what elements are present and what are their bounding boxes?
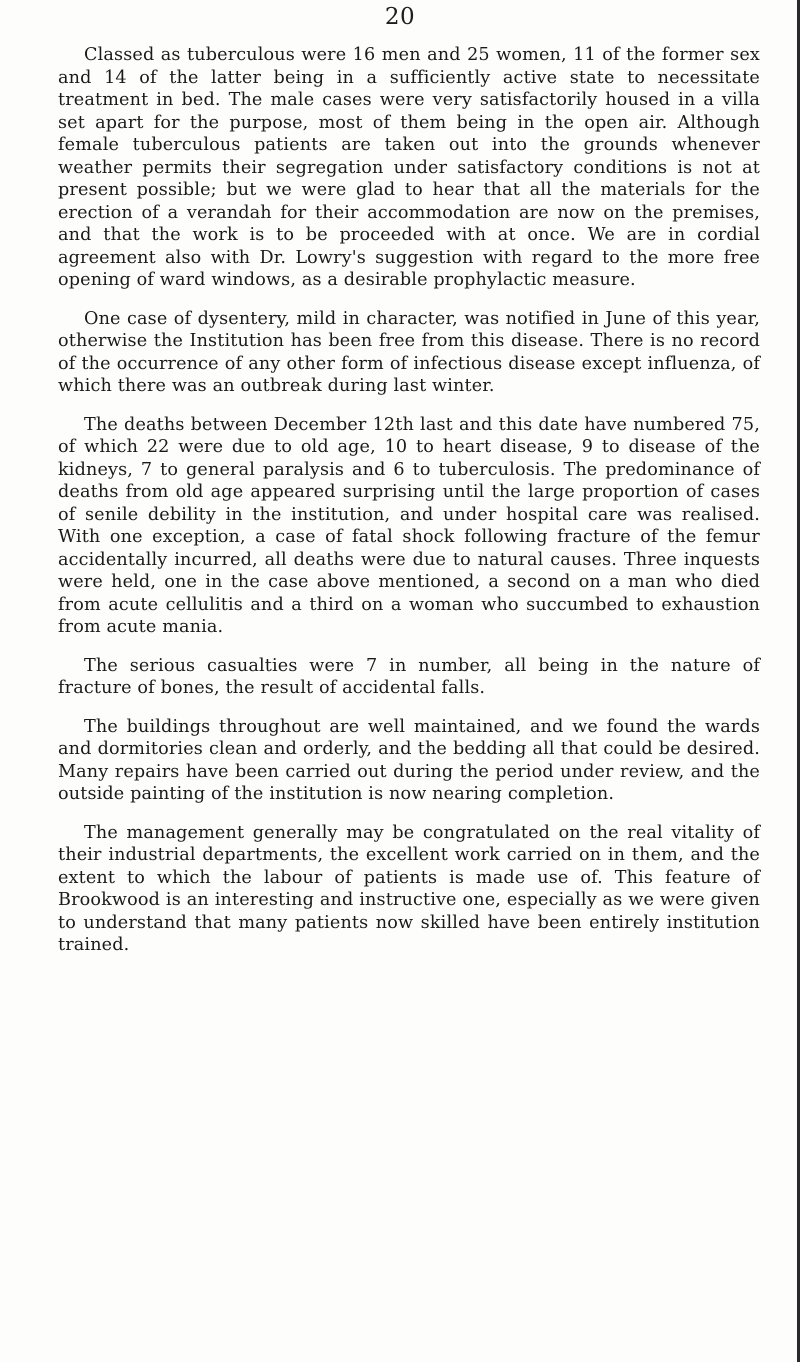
page-number: 20: [384, 4, 416, 30]
paragraph-management: The management generally may be congratulated on the real vitality of their industrial departments, the excellent work carried on in them, and the extent to which the labour of patients is made use of. This feature of Brookwood is an interesting and instructive one, especially as we were given to understand that many patients now skilled have been entirely institution trained.: [58, 822, 760, 955]
paragraph-casualties: The serious casualties were 7 in number, all being in the nature of fracture of bones, the result of accidental falls.: [58, 655, 760, 698]
paragraph-dysentery: One case of dysentery, mild in character, was notified in June of this year, otherwise the Institution has been free from this disease. There is no record of the occurrence of any other form of infectious disease except influenza, of which there was an outbreak during last winter.: [58, 308, 760, 396]
paragraph-tuberculous-cases: Classed as tuberculous were 16 men and 25 women, 11 of the former sex and 14 of the latter being in a sufficiently active state to necessitate treatment in bed. The male cases were very satisfactorily housed in a villa set apart for the purpose, most of them being in the open air. Although female tuberculous patients are taken out into the grounds whenever weather permits their segregation under satisfactory conditions is not at present possible; but we were glad to hear that all the materials for the erection of a verandah for their accommodation are now on the premises, and that the work is to be proceeded with at once. We are in cordial agreement also with Dr. Lowry's suggestion with regard to the more free opening of ward windows, as a desirable prophylactic measure.: [58, 45, 760, 290]
paragraph-buildings: The buildings throughout are well maintained, and we found the wards and dormitories clean and orderly, and the bedding all that could be desired. Many repairs have been carried out during the period under review, and the outside painting of the institution is now nearing completion.: [58, 716, 760, 804]
body-text: [58, 44, 760, 973]
paragraph-deaths: The deaths between December 12th last and this date have numbered 75, of which 22 were due to old age, 10 to heart disease, 9 to disease of the kidneys, 7 to general paralysis and 6 to tuberculosis. The predominance of deaths from old age appeared surprising until the large proportion of cases of senile debility in the institution, and under hospital care was realised. With one exception, a case of fatal shock following fracture of the femur accidentally incurred, all deaths were due to natural causes. Three inquests were held, one in the case above mentioned, a second on a man who died from acute cellulitis and a third on a woman who succumbed to exhaustion from acute mania.: [58, 414, 760, 637]
